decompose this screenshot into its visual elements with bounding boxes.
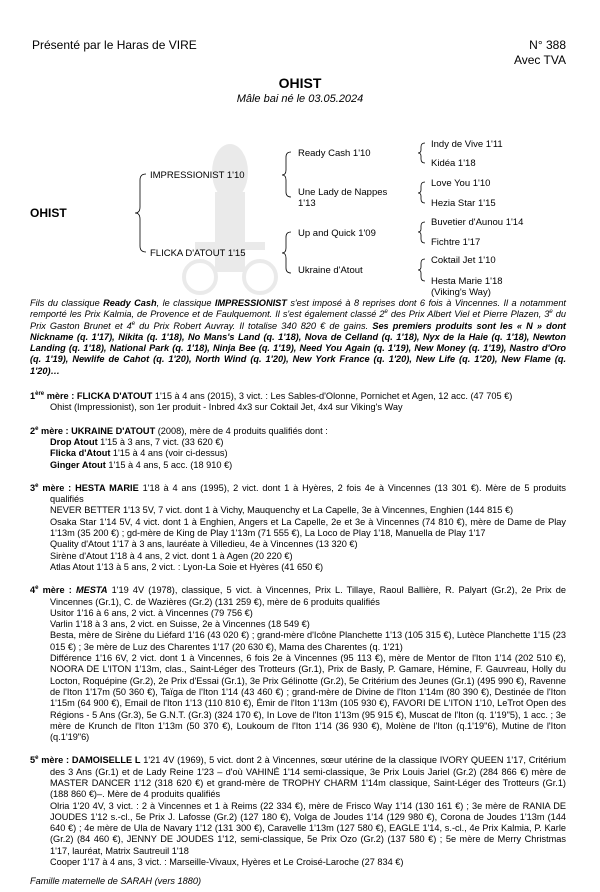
mere2-name: UKRAINE D'ATOUT: [71, 425, 156, 436]
intro-p5sup: e: [131, 320, 136, 327]
mere4-line-2: Varlin 1'18 à 3 ans, 2 vict. en Suisse, 2e à Vincennes (18 549 €): [50, 619, 310, 630]
intro-p4sup: e: [549, 309, 553, 316]
mere1-name: FLICKA D'ATOUT: [76, 391, 153, 402]
presenter-text: Présenté par le Haras de VIRE: [32, 38, 197, 52]
pedigree-text: [30, 298, 566, 888]
mere3-line-3: Quality d'Atout 1'17 à 3 ans, lauréate à Villedieu, 4e à Vincennes (13 320 €): [50, 539, 358, 550]
mere4-label: 4: [30, 585, 36, 596]
mere5-label-rest: mère :: [38, 755, 72, 766]
mere3-label-sup: e: [35, 482, 39, 489]
mere4-line-1: Usitor 1'16 à 6 ans, 2 vict. à Vincennes (79 756 €): [50, 607, 253, 618]
intro-impressionist: IMPRESSIONIST: [214, 298, 287, 308]
pedigree-g3-7: Coktail Jet 1'10: [431, 255, 496, 266]
intro-paragraph: [30, 298, 566, 377]
mere3-heading: [30, 483, 566, 506]
pedigree-g3-9: (Viking's Way): [431, 287, 491, 298]
intro-p3sup: e: [384, 309, 388, 316]
mere3-line-4: Sirène d'Atout 1'18 à 4 ans, 2 vict. dont 1 à Agen (20 220 €): [50, 550, 293, 561]
mere3-name: HESTA MARIE: [75, 482, 139, 493]
horse-subtitle: Mâle bai né le 03.05.2024: [236, 93, 364, 105]
mere2-text: (2008), mère de 4 produits qualifiés dont :: [155, 425, 328, 436]
mere2-label-rest: mère :: [38, 425, 72, 436]
pedigree-dam-sire: Up and Quick 1'09: [298, 228, 376, 239]
mere4-line-4: Différence 1'16 6V, 2 vict. dont 1 à Vincennes, 6 fois 2e à Vincennes (95 113 €), mère de Mentor de l'Iton 1'14 (202 510 €), NOORA DE L'ITON 1'13m, clas., Saint-Léger des Trotteurs (Gr.1), Prix de Basly, P. Gamare, Hémine, F. Gauvreau, Holly du Locton, Roquépine (Gr.2), 2e Prix d'Essai (Gr.1), 3e Prix Gélinotte (Gr.2), 5e Critérium des Jeunes (Gr.1) (495 990 €), Ravenne de l'Iton 1'17m (50 360 €), Taïga de l'Iton 1'14 (43 460 €) ; grand-mère de Divine de l'Iton 1'14m (80 390 €), Destinée de l'Iton 1'15m (64 900 €), Email de l'Iton 1'13 (110 810 €), Émir de l'Iton 1'13m (105 930 €), FAVORI DE L'ITON 1'10, LeTrot Open des Régions - 5 Ans (Gr.3), 5e G.N.T. (Gr.3) (324 170 €), In Love de l'Iton 1'13m (95 915 €), Muscat de l'Iton (q. 1'19"5), 1 acc. ; 3e mère de Krunch de l'Iton 1'13m (50 370 €), Loukoum de l'Iton 1'14 (36 930 €), Molène de l'Iton (q.1'19"6), Mutine de l'Iton (q.1'19"6): [50, 653, 566, 743]
mere5-label: 5: [30, 755, 36, 766]
mere5-label-sup: e: [35, 755, 39, 762]
mere5-name: DAMOISELLE L: [71, 755, 141, 766]
mere4-label-sup: e: [35, 585, 39, 592]
mere2-label: 2: [30, 425, 36, 436]
mere5-heading: [30, 755, 566, 800]
mere1-label-rest: mère :: [44, 391, 77, 402]
mere2-line-2-text: 1'15 à 4 ans (voir ci-dessus): [110, 448, 228, 459]
pedigree-g3-4: Hezia Star 1'15: [431, 198, 496, 209]
intro-p2: , le classique: [156, 298, 215, 308]
mere5-line-1: Olria 1'20 4V, 3 vict. : 2 à Vincennes et 1 à Reims (22 334 €), mère de Frisco Way 1'14 (130 161 €) ; 3e mère de RANIA DE JOUDES 1'12 s.-cl., 5e Prix J. Lafosse (Gr.2) (127 180 €), Volga de Joudes 1'14 (129 980 €), Corona de Joudes 1'13m (144 640 €) ; 4e mère de Ula de Navary 1'12 (131 300 €), Caravelle 1'13m (127 580 €), EAGLE 1'14, s.-cl., 4e Prix Kalmia, P. Karle (Gr.2) (84 460 €), JENNY DE JOUDES 1'12, semi-classique, 5e Prix Ozo (Gr.2) (137 580 €) ; 5e mère de Merry Christmas 1'17, lauréat, Matrix Sautreuil 1'18: [50, 800, 566, 856]
mere1-line2: Ohist (Impressionist), son 1er produit - Inbred 4x3 sur Coktail Jet, 4x4 sur Viking's Way: [50, 402, 403, 413]
mere2-line-1-text: 1'15 à 3 ans, 7 vict. (33 620 €): [97, 436, 224, 447]
mere4-name: MESTA: [75, 585, 108, 596]
intro-p7: Ses premiers produits sont les « N » dont Nickname (q. 1'17), Nikita (q. 1'18), No Mans's Land (q. 1'18), Nova de Celland (q. 1'18), Nyx de la Haie (q. 1'18), Newton Landing (q. 1'18), National Park (q. 1'18), Ninja Bee (q. 1'19), Need You Again (q. 1'19), New Money (q. 1'19), Nastro d'Oro (q. 1'19), Newlife de Cahot (q. 1'20), North Wind (q. 1'20), New York France (q. 1'20), New Life (q. 1'20), New Flame (q. 1'20)…: [30, 320, 566, 376]
mere1-label-sup: ère: [35, 391, 45, 398]
mere3-line-2: Osaka Star 1'14 5V, 4 vict. dont 1 à Enghien, Angers et La Capelle, 2e et 3e à Vincennes (74 810 €), mère de Dame de Play 1'13m (35 200 €) ; gd-mère de King de Play 1'13m (71 555 €), La Loco de Play 1'18, Manuella de Play 1'17: [50, 516, 566, 539]
mere4-heading: [30, 585, 566, 608]
pedigree-g3-5: Buvetier d'Aunou 1'14: [431, 217, 524, 228]
sire-dam-line1: Une Lady de Nappes: [298, 187, 388, 198]
mere2-label-sup: e: [35, 425, 39, 432]
pedigree-dam: FLICKA D'ATOUT 1'15: [150, 248, 246, 259]
intro-p4: des Prix Albert Viel et Pierre Plazen, 3: [387, 309, 550, 320]
mere4-line-3: Besta, mère de Sirène du Liéfard 1'16 (43 020 €) ; grand-mère d'Icône Planchette 1'13 (105 315 €), Lutèce Planchette 1'15 (23 015 €) ; 3e mère de Luz des Charentes 1'17 (20 630 €), Mama des Charentes (q. 1'21): [50, 630, 566, 652]
mere3-label-rest: mère :: [38, 482, 76, 493]
pedigree-sire-dam: [298, 187, 387, 209]
mere1-heading: [30, 391, 566, 402]
mere3-label: 3: [30, 482, 36, 493]
pedigree-dam-dam: Ukraine d'Atout: [298, 265, 363, 276]
mere3-line-5: Atlas Atout 1'13 à 5 ans, 2 vict. : Lyon-La Soie et Hyères (41 650 €): [50, 561, 324, 572]
famille-footer: Famille maternelle de SARAH (vers 1880): [30, 876, 202, 887]
mere2-line-1: [30, 437, 566, 448]
mere2-line-2-name: Flicka d'Atout: [50, 448, 111, 459]
intro-ready-cash: Ready Cash: [103, 298, 157, 308]
mere1-label: 1: [30, 391, 36, 402]
pedigree-g3-1: Indy de Vive 1'11: [431, 139, 503, 150]
pedigree-sire-sire: Ready Cash 1'10: [298, 148, 371, 159]
mere4-label-rest: mère :: [38, 585, 76, 596]
intro-p3: s'est imposé à 8 reprises dont 6 fois à Vincennes. Il a notamment remporté les Prix Kalmia, de Provence et de Faulquemont. Il s'est également classé 2: [30, 298, 566, 320]
pedigree-sire: IMPRESSIONIST 1'10: [150, 170, 245, 181]
lot-number: N° 388: [529, 38, 566, 52]
intro-p6: du Prix Robert Auvray. Il totalise 340 820 € de gains.: [135, 320, 373, 331]
horse-name-title: OHIST: [278, 75, 322, 91]
mere5-text: 1'21 4V (1969), 5 vict. dont 2 à Vincennes, sœur utérine de la classique IVORY QUEEN 1'17, Critérium des 3 Ans (Gr.1) et de Lady Reine 1'23 – d'où VAHINÉ 1'14 semi-classique, 3e Prix Louis Jariel (Gr.2) (284 866 €) mère de MASTER DANCER 1'12 (318 620 €) et grand-mère de TROPHY CHARM 1'14m classique, Saint-Léger des Trotteurs (Gr.1) (188 860 €)–. Mère de 4 produits qualifiés: [50, 755, 566, 800]
intro-p1: Fils du classique: [30, 298, 104, 308]
tax-label: Avec TVA: [513, 53, 566, 67]
mere2-line-3: [30, 460, 566, 471]
mere3-text: 1'18 à 4 ans (1995), 2 vict. dont 1 à Hyères, 2 fois 4e à Vincennes (13 301 €). Mère de 5 produits qualifiés: [50, 482, 566, 505]
mere2-line-3-text: 1'15 à 4 ans, 5 acc. (18 910 €): [105, 459, 233, 470]
mere5-line-2: Cooper 1'17 à 4 ans, 3 vict. : Marseille-Vivaux, Hyères et Le Croisé-Laroche (27 834 €): [50, 857, 404, 868]
pedigree-g3-6: Fichtre 1'17: [431, 237, 481, 248]
mere2-heading: [30, 426, 566, 437]
mere3-line-1: NEVER BETTER 1'13 5V, 7 vict. dont 1 à Vichy, Mauquenchy et La Capelle, 3e à Vincennes, Enghien (144 815 €): [50, 505, 514, 516]
pedigree-g3-2: Kidéa 1'18: [431, 158, 476, 169]
pedigree-g3-8: Hesta Marie 1'18: [431, 276, 503, 287]
pedigree-subject: OHIST: [30, 206, 67, 220]
sire-dam-line2: 1'13: [298, 198, 316, 209]
mere4-text: 1'19 4V (1978), classique, 5 vict. à Vincennes, Prix L. Tillaye, Raoul Ballière, R. Palyart (Gr.2), 2e Prix de Vincennes (Gr.1), C. de Wazières (Gr.2) (131 259 €), mère de 6 produits qualifiés: [50, 585, 566, 607]
mere2-line-1-name: Drop Atout: [50, 436, 98, 447]
mere1-text: 1'15 à 4 ans (2015), 3 vict. : Les Sables-d'Olonne, Pornichet et Agen, 12 acc. (47 705 €): [152, 391, 513, 402]
mere2-line-3-name: Ginger Atout: [50, 459, 106, 470]
intro-p5: du Prix Gaston Brunet et 4: [30, 309, 566, 331]
pedigree-g3-3: Love You 1'10: [431, 178, 491, 189]
mere2-line-2: [30, 448, 566, 459]
